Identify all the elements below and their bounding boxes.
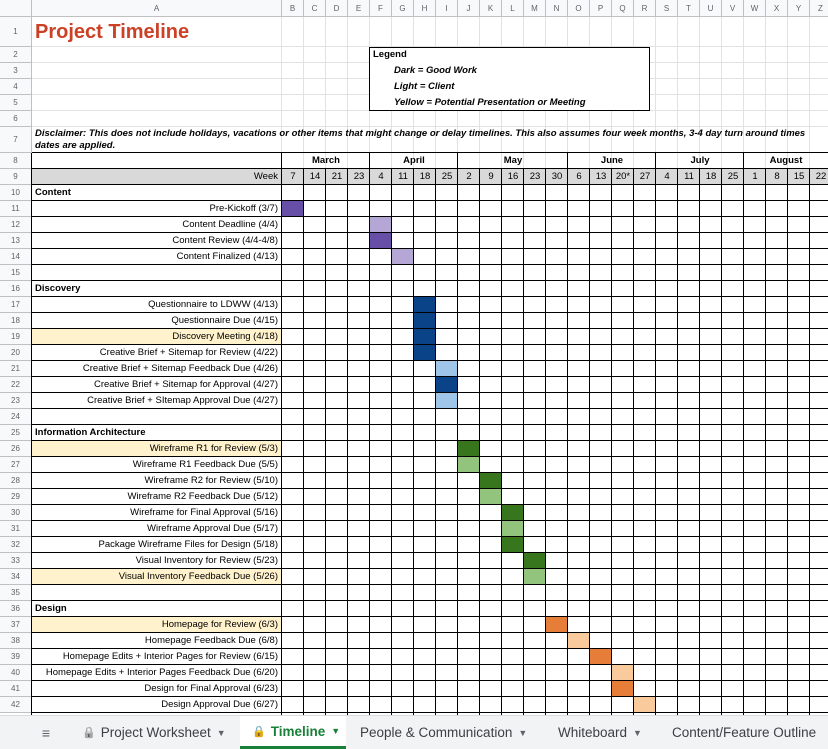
table-border-h — [32, 696, 828, 697]
table-border-h — [32, 312, 828, 313]
task-label: Wireframe for Final Approval (5/16) — [130, 507, 278, 519]
sheet-tab-label: Whiteboard — [558, 725, 628, 740]
column-header-h[interactable]: H — [414, 0, 436, 17]
column-header-s[interactable]: S — [656, 0, 678, 17]
row-header-5[interactable]: 5 — [0, 95, 32, 111]
task-label: Questionnaire to LDWW (4/13) — [148, 299, 278, 311]
task-label: Creative Brief + SItemap Approval Due (4/27) — [87, 395, 278, 407]
week-number: 11 — [398, 171, 408, 183]
table-border-v — [611, 169, 612, 715]
month-header: August — [769, 155, 803, 167]
table-border-v — [523, 169, 524, 715]
week-number: 20* — [615, 171, 631, 183]
table-border-v — [787, 169, 788, 715]
week-number: 27 — [639, 171, 651, 183]
table-border-h — [32, 296, 828, 297]
column-header-u[interactable]: U — [700, 0, 722, 17]
timeline-bar — [612, 681, 633, 696]
table-border-h — [32, 408, 828, 409]
task-label: Wireframe R1 for Review (5/3) — [149, 443, 278, 455]
task-label: Wireframe R2 for Review (5/10) — [144, 475, 278, 487]
task-label: Wireframe R1 Feedback Due (5/5) — [132, 459, 278, 471]
table-border-h — [32, 440, 828, 441]
table-border-h — [32, 184, 828, 185]
row-header-11[interactable]: 11 — [0, 201, 32, 217]
timeline-bar — [612, 665, 633, 680]
column-header-b[interactable]: B — [282, 0, 304, 17]
week-number: 30 — [551, 171, 563, 183]
timeline-bar — [414, 345, 435, 360]
week-number: 25 — [441, 171, 453, 183]
week-number: 22 — [815, 171, 827, 183]
timeline-bar — [568, 633, 589, 648]
task-label: Package Wireframe Files for Design (5/18) — [98, 539, 278, 551]
row-header-25[interactable]: 25 — [0, 425, 32, 441]
timeline-bar — [502, 521, 523, 536]
task-label: Visual Inventory Feedback Due (5/26) — [118, 571, 278, 583]
timeline-bar — [282, 201, 303, 216]
timeline-bar — [546, 617, 567, 632]
week-number: 18 — [419, 171, 431, 183]
table-border-h — [32, 600, 828, 601]
legend-item: Yellow = Potential Presentation or Meeting — [394, 97, 586, 109]
row-header-6[interactable]: 6 — [0, 111, 32, 127]
legend-title: Legend — [373, 49, 407, 61]
week-number: 15 — [793, 171, 805, 183]
column-header-d[interactable]: D — [326, 0, 348, 17]
row-header-12[interactable]: 12 — [0, 217, 32, 233]
table-border-v — [809, 169, 810, 715]
row-header-27[interactable]: 27 — [0, 457, 32, 473]
row-header-13[interactable]: 13 — [0, 233, 32, 249]
sheet-tabs-bar — [0, 715, 828, 749]
month-divider — [567, 153, 568, 169]
timeline-bar — [436, 377, 457, 392]
timeline-bar — [436, 361, 457, 376]
table-border-h — [32, 616, 828, 617]
column-header-e[interactable]: E — [348, 0, 370, 17]
week-number: 8 — [774, 171, 780, 183]
row-header-41[interactable]: 41 — [0, 681, 32, 697]
table-border-h — [32, 360, 828, 361]
week-number: 18 — [705, 171, 717, 183]
column-header-q[interactable]: Q — [612, 0, 634, 17]
table-border-v — [435, 169, 436, 715]
timeline-bar — [370, 233, 391, 248]
timeline-bar — [524, 569, 545, 584]
table-border-h — [32, 168, 828, 169]
row-header-14[interactable]: 14 — [0, 249, 32, 265]
month-divider — [369, 153, 370, 169]
legend-item: Dark = Good Work — [394, 65, 477, 77]
timeline-bar — [524, 553, 545, 568]
row-header-1[interactable]: 1 — [0, 17, 32, 47]
column-header-o[interactable]: O — [568, 0, 590, 17]
table-border-v — [501, 169, 502, 715]
sheet-tab-timeline[interactable] — [240, 716, 346, 749]
row-header-2[interactable]: 2 — [0, 47, 32, 63]
table-border-v — [567, 169, 568, 715]
table-border-h — [32, 520, 828, 521]
sheet-tab-label: Content/Feature Outline — [672, 725, 817, 740]
section-heading: Discovery — [35, 283, 81, 295]
timeline-bar — [502, 505, 523, 520]
task-label: Design for Final Approval (6/23) — [144, 683, 278, 695]
week-number: 23 — [353, 171, 365, 183]
timeline-bar — [458, 441, 479, 456]
task-label: Questionnaire Due (4/15) — [171, 315, 278, 327]
timeline-bar — [436, 393, 457, 408]
timeline-bar — [634, 697, 655, 712]
timeline-bar — [392, 249, 413, 264]
table-border-v — [655, 169, 656, 715]
table-border-h — [32, 488, 828, 489]
table-border-h — [32, 328, 828, 329]
month-header: May — [503, 155, 523, 167]
lock-icon: 🔒 — [252, 725, 266, 738]
table-border-h — [32, 232, 828, 233]
task-label: Creative Brief + Sitemap for Approval (4/27) — [93, 379, 278, 391]
task-label: Design Approval Due (6/27) — [161, 699, 278, 711]
caret-down-icon[interactable]: ▼ — [331, 726, 341, 736]
table-border-h — [32, 680, 828, 681]
row-header-17[interactable]: 17 — [0, 297, 32, 313]
table-border-v — [545, 169, 546, 715]
row-header-31[interactable]: 31 — [0, 521, 32, 537]
table-border-v — [457, 169, 458, 715]
row-header-9[interactable]: 9 — [0, 169, 32, 185]
task-label: Pre-Kickoff (3/7) — [209, 203, 278, 215]
column-header-a[interactable]: A — [32, 0, 282, 17]
column-header-v[interactable]: V — [722, 0, 744, 17]
column-header-z[interactable]: Z — [810, 0, 828, 17]
sheet-tab-label: Project Worksheet — [100, 725, 211, 740]
sheet-tab-label: People & Communication — [360, 725, 513, 740]
disclaimer-text: Disclaimer: This does not include holidays, vacations or other items that might change or delay timelines. This also assumes four week months, 3-4 day turn around times — [35, 128, 806, 140]
row-header-22[interactable]: 22 — [0, 377, 32, 393]
week-number: 25 — [727, 171, 739, 183]
column-header-n[interactable]: N — [546, 0, 568, 17]
caret-down-icon[interactable]: ▼ — [633, 727, 642, 738]
month-divider — [743, 153, 744, 169]
column-header-p[interactable]: P — [590, 0, 612, 17]
section-heading: Content — [35, 187, 71, 199]
timeline-bar — [370, 217, 391, 232]
table-border-v — [391, 169, 392, 715]
sheet-tab-label: Timeline — [270, 723, 326, 739]
task-label: Homepage Edits + Interior Pages for Review (6/15) — [62, 651, 278, 663]
gridline-horizontal — [32, 126, 828, 127]
row-header-16[interactable]: 16 — [0, 281, 32, 297]
table-border-h — [32, 632, 828, 633]
all-sheets-menu-button[interactable]: ≡ — [41, 724, 51, 741]
row-header-26[interactable]: 26 — [0, 441, 32, 457]
task-label: Homepage Feedback Due (6/8) — [144, 635, 278, 647]
table-border-h — [32, 280, 828, 281]
legend-item: Light = Client — [394, 81, 455, 93]
select-all-corner[interactable] — [0, 0, 32, 17]
table-border-h — [32, 552, 828, 553]
table-border-h — [32, 264, 828, 265]
task-label: Content Finalized (4/13) — [176, 251, 278, 263]
column-header-r[interactable]: R — [634, 0, 656, 17]
table-border-h — [32, 568, 828, 569]
table-border-v — [677, 169, 678, 715]
caret-down-icon[interactable]: ▼ — [216, 727, 226, 738]
table-border-v — [325, 169, 326, 715]
table-border-v — [589, 169, 590, 715]
column-header-m[interactable]: M — [524, 0, 546, 17]
table-border-h — [32, 504, 828, 505]
row-header-38[interactable]: 38 — [0, 633, 32, 649]
table-border-h — [32, 424, 828, 425]
timeline-bar — [590, 649, 611, 664]
timeline-bar — [502, 537, 523, 552]
table-border-h — [32, 376, 828, 377]
row-header-32[interactable]: 32 — [0, 537, 32, 553]
month-divider — [655, 153, 656, 169]
column-header-g[interactable]: G — [392, 0, 414, 17]
row-header-35[interactable]: 35 — [0, 585, 32, 601]
timeline-bar — [414, 297, 435, 312]
row-header-10[interactable]: 10 — [0, 185, 32, 201]
table-border-v — [369, 169, 370, 715]
section-heading: Design — [35, 603, 67, 615]
row-header-15[interactable]: 15 — [0, 265, 32, 281]
sheet-tab-content-feature-outline[interactable] — [660, 716, 828, 749]
table-border-h — [32, 712, 828, 713]
task-label: Homepage for Review (6/3) — [161, 619, 278, 631]
row-header-30[interactable]: 30 — [0, 505, 32, 521]
column-header-c[interactable]: C — [304, 0, 326, 17]
week-number: 4 — [664, 171, 670, 183]
week-number: 11 — [684, 171, 694, 183]
month-header: July — [690, 155, 710, 167]
column-header-t[interactable]: T — [678, 0, 700, 17]
table-border-v — [765, 169, 766, 715]
row-header-20[interactable]: 20 — [0, 345, 32, 361]
table-border-v — [699, 169, 700, 715]
sheet-title: Project Timeline — [35, 21, 190, 43]
task-label: Discovery Meeting (4/18) — [172, 331, 278, 343]
row-header-37[interactable]: 37 — [0, 617, 32, 633]
week-number: 21 — [331, 171, 343, 183]
month-header: April — [403, 155, 425, 167]
table-border-h — [32, 648, 828, 649]
table-border-v — [721, 169, 722, 715]
table-border-v — [347, 169, 348, 715]
table-border-v — [281, 153, 282, 715]
row-header-36[interactable]: 36 — [0, 601, 32, 617]
column-header-j[interactable]: J — [458, 0, 480, 17]
table-border-v — [303, 169, 304, 715]
table-border-v — [413, 169, 414, 715]
row-header-7[interactable]: 7 — [0, 127, 32, 153]
table-border-h — [32, 216, 828, 217]
timeline-bar — [414, 329, 435, 344]
column-header-w[interactable]: W — [744, 0, 766, 17]
week-number: 16 — [507, 171, 519, 183]
timeline-bar — [414, 313, 435, 328]
table-border-h — [32, 392, 828, 393]
row-header-40[interactable]: 40 — [0, 665, 32, 681]
week-number: 14 — [309, 171, 321, 183]
sheet-tab-whiteboard[interactable] — [546, 716, 658, 749]
column-header-i[interactable]: I — [436, 0, 458, 17]
table-border-h — [32, 152, 828, 153]
column-header-k[interactable]: K — [480, 0, 502, 17]
week-number: 23 — [529, 171, 541, 183]
table-border-h — [32, 664, 828, 665]
table-border-h — [32, 248, 828, 249]
table-border-v — [31, 153, 32, 715]
column-header-x[interactable]: X — [766, 0, 788, 17]
table-border-h — [32, 344, 828, 345]
row-header-3[interactable]: 3 — [0, 63, 32, 79]
sheet-tab-project-worksheet[interactable] — [70, 716, 238, 749]
month-header: June — [600, 155, 624, 167]
week-number: 7 — [290, 171, 296, 183]
month-divider — [457, 153, 458, 169]
column-header-y[interactable]: Y — [788, 0, 810, 17]
sheet-tab-people-communication[interactable] — [348, 716, 544, 749]
disclaimer-text: dates are applied. — [35, 140, 116, 152]
week-number: 2 — [466, 171, 472, 183]
table-border-h — [32, 472, 828, 473]
row-header-21[interactable]: 21 — [0, 361, 32, 377]
row-header-8[interactable]: 8 — [0, 153, 32, 169]
row-header-4[interactable]: 4 — [0, 79, 32, 95]
section-heading: Information Architecture — [35, 427, 146, 439]
row-header-23[interactable]: 23 — [0, 393, 32, 409]
table-border-v — [633, 169, 634, 715]
row-header-24[interactable]: 24 — [0, 409, 32, 425]
task-label: Content Deadline (4/4) — [182, 219, 278, 231]
task-label: Creative Brief + Sitemap Feedback Due (4/26) — [82, 363, 278, 375]
task-label: Visual Inventory for Review (5/23) — [135, 555, 278, 567]
row-header-34[interactable]: 34 — [0, 569, 32, 585]
column-header-l[interactable]: L — [502, 0, 524, 17]
week-number: 9 — [488, 171, 494, 183]
table-border-h — [32, 536, 828, 537]
week-number: 4 — [378, 171, 384, 183]
column-header-f[interactable]: F — [370, 0, 392, 17]
table-border-v — [479, 169, 480, 715]
row-header-18[interactable]: 18 — [0, 313, 32, 329]
month-header: March — [312, 155, 340, 167]
task-label: Wireframe R2 Feedback Due (5/12) — [127, 491, 278, 503]
row-header-28[interactable]: 28 — [0, 473, 32, 489]
row-header-33[interactable]: 33 — [0, 553, 32, 569]
table-border-v — [743, 169, 744, 715]
week-number: 13 — [595, 171, 607, 183]
task-label: Wireframe Approval Due (5/17) — [147, 523, 278, 535]
week-label: Week — [253, 171, 278, 183]
week-number: 6 — [576, 171, 582, 183]
lock-icon: 🔒 — [82, 727, 96, 739]
timeline-bar — [458, 457, 479, 472]
task-label: Content Review (4/4-4/8) — [172, 235, 278, 247]
task-label: Creative Brief + Sitemap for Review (4/22) — [99, 347, 278, 359]
week-number: 1 — [752, 171, 758, 183]
table-border-h — [32, 200, 828, 201]
caret-down-icon[interactable]: ▼ — [518, 727, 528, 738]
row-header-29[interactable]: 29 — [0, 489, 32, 505]
row-header-42[interactable]: 42 — [0, 697, 32, 713]
task-label: Homepage Edits + Interior Pages Feedback Due (6/20) — [45, 667, 278, 679]
timeline-bar — [480, 473, 501, 488]
table-border-h — [32, 584, 828, 585]
table-border-h — [32, 456, 828, 457]
row-header-39[interactable]: 39 — [0, 649, 32, 665]
row-header-19[interactable]: 19 — [0, 329, 32, 345]
timeline-bar — [480, 489, 501, 504]
